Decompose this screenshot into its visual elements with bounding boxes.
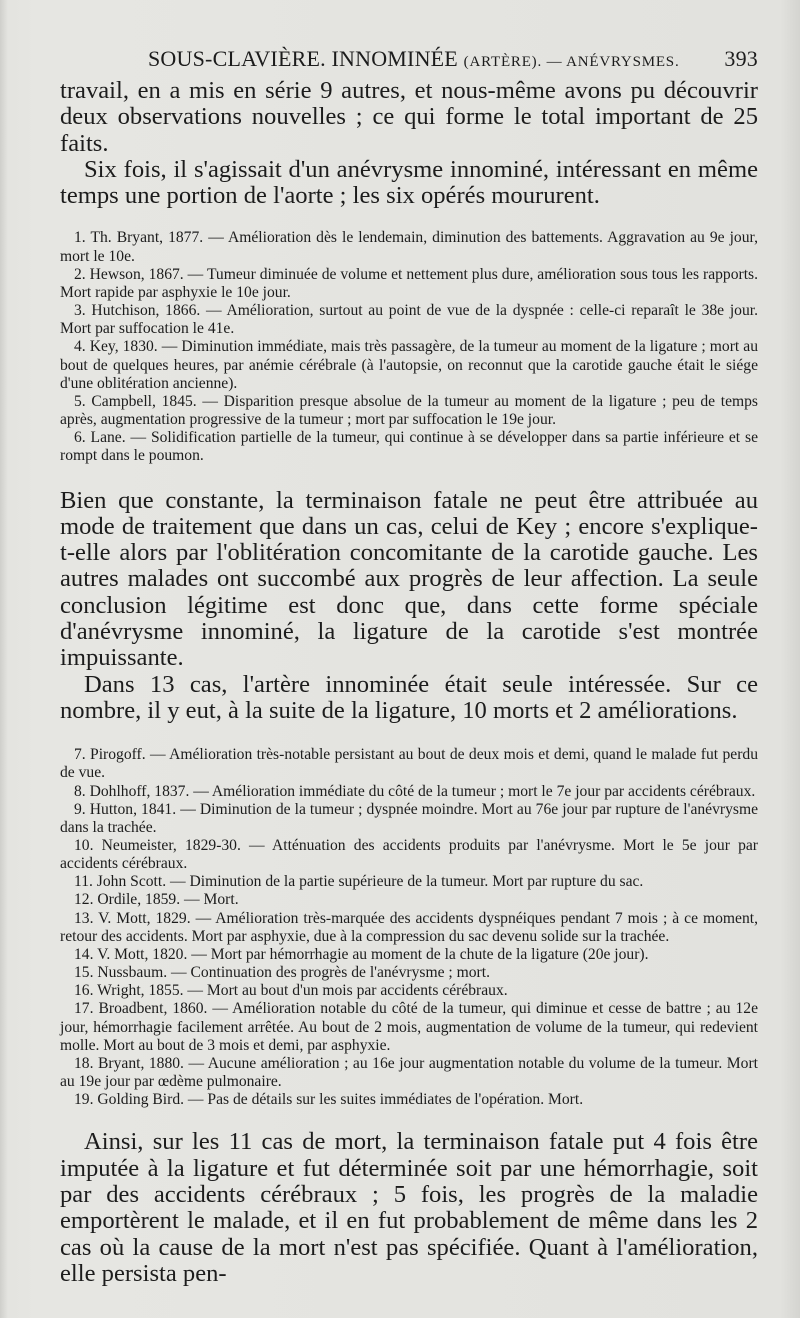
running-head-subtitle: (ARTÈRE). — ANÉVRYSMES. — [463, 54, 680, 70]
case-note: 9. Hutton, 1841. — Diminution de la tumeur ; dyspnée moindre. Mort au 76e jour par rupture de l'anévrysme dans la trachée. — [60, 800, 758, 836]
case-note: 8. Dohlhoff, 1837. — Amélioration immédiate du côté de la tumeur ; mort le 7e jour par accidents cérébraux. — [74, 782, 756, 800]
case-note: 3. Hutchison, 1866. — Amélioration, surtout au point de vue de la dyspnée : celle-ci reparaît le 38e jour. Mort par suffocation le 41e. — [60, 302, 758, 338]
case-note: 14. V. Mott, 1820. — Mort par hémorrhagie au moment de la chute de la ligature (20e jour). — [74, 945, 649, 963]
case-note: 6. Lane. — Solidification partielle de la tumeur, qui continue à se développer dans sa partie inférieure et se rompt dans le poumon. — [60, 429, 758, 465]
case-note: 5. Campbell, 1845. — Disparition presque absolue de la tumeur au moment de la ligature ; peu de temps après, augmentation progressive de la tumeur ; mort par suffocation le 19e jour. — [60, 392, 758, 429]
spacer — [60, 209, 758, 229]
paragraph-3: Bien que constante, la terminaison fatale ne peut être attribuée au mode de traitement que dans un cas, celui de Key ; encore s'explique-t-elle alors par l'oblitération concomitante de la carotide gauche. Les autres malades ont succombé aux progrès de leur affection. La seule conclusion légitime est donc que, dans cette forme spéciale d'anévrysme innominé, la ligature de la carotide s'est montrée impuissante. — [60, 486, 758, 672]
paragraph-4: Dans 13 cas, l'artère innominée était seule intéressée. Sur ce nombre, il y eut, à la suite de la ligature, 10 morts et 2 améliorations. — [60, 670, 758, 724]
case-note: 12. Ordile, 1859. — Mort. — [74, 891, 239, 909]
spacer — [60, 724, 758, 746]
case-note: 1. Th. Bryant, 1877. — Amélioration dès le lendemain, diminution des battements. Aggravation au 9e jour, mort le 10e. — [60, 229, 758, 265]
case-note: 4. Key, 1830. — Diminution immédiate, mais très passagère, de la tumeur au moment de la ligature ; mort au bout de quelques heures, par anémie cérébrale (à l'autopsie, on reconnut que la carotide gauche était le siége d'une oblitération ancienne). — [60, 338, 758, 392]
case-list-innominate — [60, 746, 758, 1109]
case-note: 15. Nussbaum. — Continuation des progrès de l'anévrysme ; mort. — [74, 964, 490, 982]
case-note: 18. Bryant, 1880. — Aucune amélioration ; au 16e jour augmentation notable du volume de la tumeur. Mort au 19e jour par œdème pulmonaire. — [60, 1054, 758, 1090]
running-head — [60, 38, 758, 78]
case-note: 13. V. Mott, 1829. — Amélioration très-marquée des accidents dyspnéiques pendant 7 mois ; à ce moment, retour des accidents. Mort par asphyxie, due à la compression du sac devenu solide sur la trachée. — [60, 909, 758, 945]
running-head-title-main: SOUS-CLAVIÈRE. INNOMINÉE — [148, 46, 458, 71]
case-note: 16. Wright, 1855. — Mort au bout d'un mois par accidents cérébraux. — [74, 982, 508, 1000]
running-head-title — [148, 46, 680, 72]
paragraph-2: Six fois, il s'agissait d'un anévrysme innominé, intéressant en même temps une portion de l'aorte ; les six opérés moururent. — [60, 155, 758, 210]
paragraph-1: travail, en a mis en série 9 autres, et nous-même avons pu découvrir deux observations nouvelles ; ce qui forme le total important de 25 faits. — [60, 77, 758, 157]
case-list-aortic — [60, 229, 758, 465]
paragraph-5: Ainsi, sur les 11 cas de mort, la terminaison fatale put 4 fois être imputée à la ligature et fut déterminée soit par une hémorrhagie, soit par des accidents cérébraux ; 5 fois, les progrès de la maladie emportèrent le malade, et il en fut probablement de même dans les 2 cas où la cause de la mort n'est pas spécifiée. Quant à l'amélioration, elle persista pen- — [60, 1128, 758, 1287]
case-note: 10. Neumeister, 1829-30. — Atténuation des accidents produits par l'anévrysme. Mort le 5e jour par accidents cérébraux. — [60, 836, 758, 873]
case-note: 11. John Scott. — Diminution de la partie supérieure de la tumeur. Mort par rupture du sac. — [74, 873, 644, 891]
case-note: 7. Pirogoff. — Amélioration très-notable persistant au bout de deux mois et demi, quand le malade fut perdu de vue. — [60, 746, 758, 782]
spacer — [60, 1109, 758, 1129]
spacer — [60, 466, 758, 488]
case-note: 2. Hewson, 1867. — Tumeur diminuée de volume et nettement plus dure, amélioration sous tous les rapports. Mort rapide par asphyxie le 10e jour. — [60, 265, 758, 301]
case-note: 19. Golding Bird. — Pas de détails sur les suites immédiates de l'opération. Mort. — [74, 1091, 584, 1109]
case-note: 17. Broadbent, 1860. — Amélioration notable du côté de la tumeur, qui diminue et cesse de battre ; au 12e jour, hémorrhagie facilement arrêtée. Au bout de 2 mois, augmentation de volume de la tumeur, qui redevient molle. Mort au bout de 3 mois et demi, par asphyxie. — [60, 1000, 758, 1054]
page-number: 393 — [724, 46, 758, 71]
